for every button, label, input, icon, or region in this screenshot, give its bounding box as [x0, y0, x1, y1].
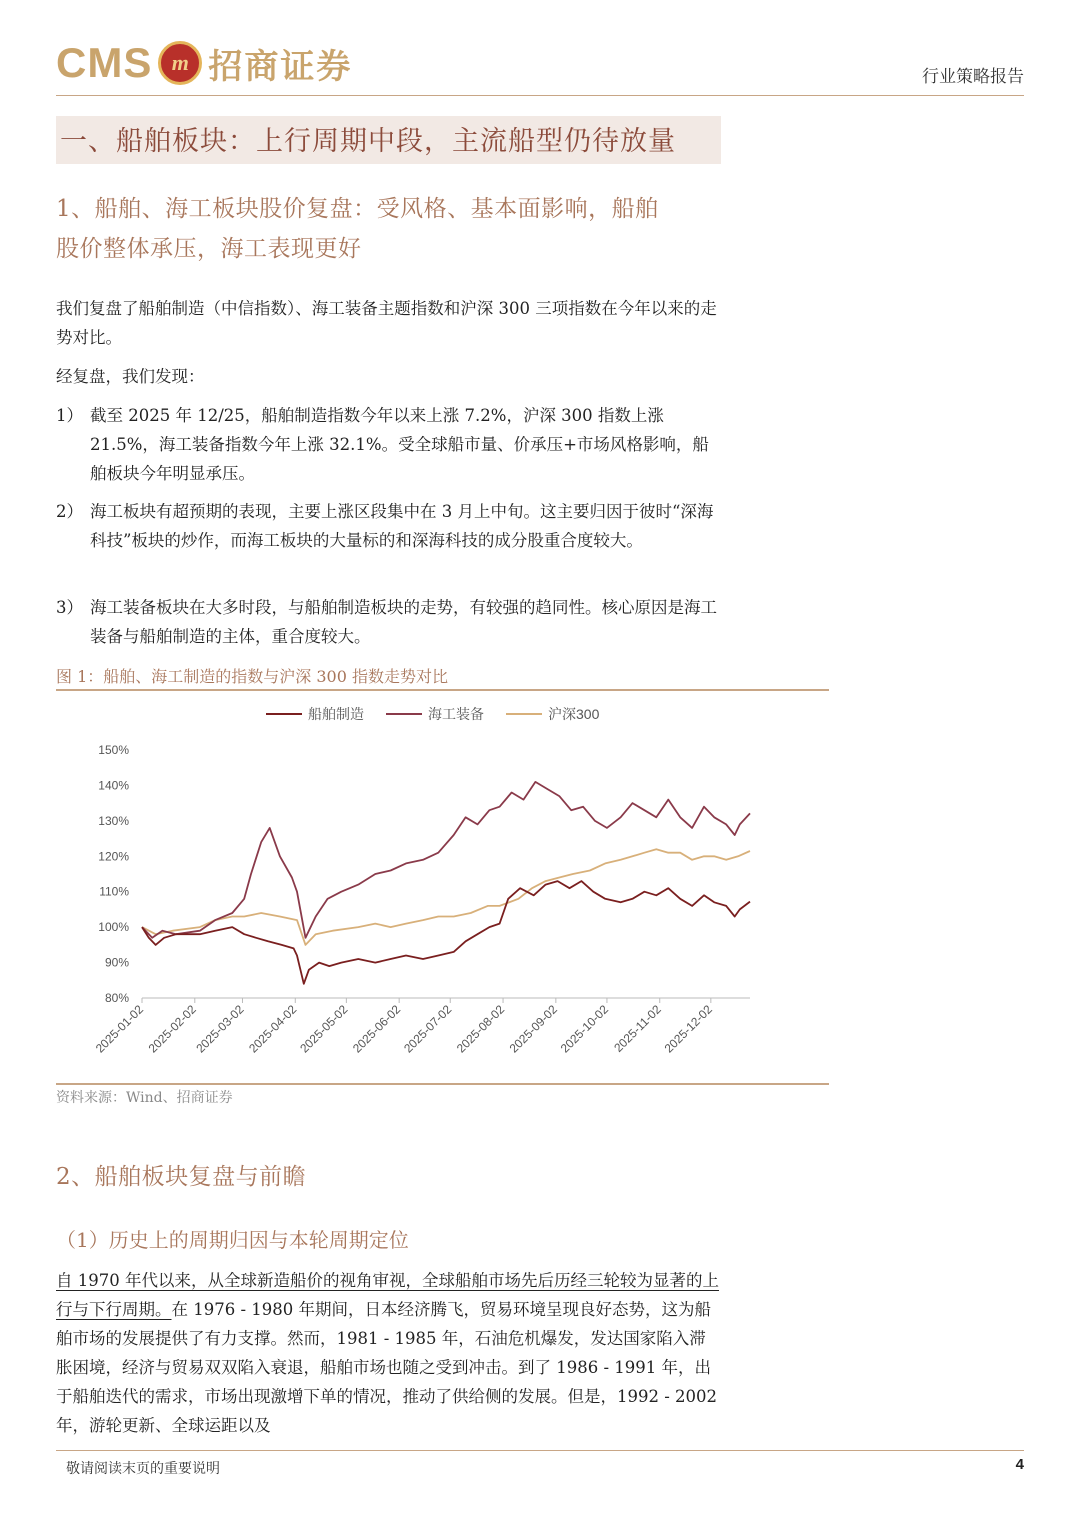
finding-item-1	[56, 401, 721, 488]
finding-text: 截至 2025 年 12/25，船舶制造指数今年以来上涨 7.2%，沪深 300 指数上涨 21.5%，海工装备指数今年上涨 32.1%。受全球船市量、价承压+市场风格影响，船舶板块今年明显承压。	[90, 406, 709, 483]
y-tick-label: 90%	[104, 955, 129, 970]
y-tick-label: 140%	[98, 778, 129, 793]
section2-subtitle: （1）历史上的周期归因与本轮周期定位	[56, 1228, 409, 1252]
legend-label-1: 船舶制造	[308, 706, 364, 722]
figure-bottom-rule	[56, 1083, 829, 1085]
finding-text: 海工装备板块在大多时段，与船舶制造板块的走势，有较强的趋同性。核心原因是海工装备与船舶制造的主体，重合度较大。	[90, 598, 717, 646]
index-trend-chart	[56, 696, 829, 1080]
x-tick-label: 2025-12-02	[661, 1002, 715, 1056]
logo-mark-icon: m	[158, 41, 202, 85]
y-tick-label: 130%	[98, 813, 129, 828]
section2-title: 2、船舶板块复盘与前瞻	[56, 1164, 307, 1190]
x-tick-label: 2025-07-02	[401, 1002, 455, 1056]
legend-label-2: 海工装备	[428, 706, 484, 722]
y-tick-label: 120%	[98, 849, 129, 864]
logo-chinese: 招商证券	[208, 46, 353, 87]
header-divider	[56, 95, 1024, 96]
y-tick-label: 150%	[98, 743, 129, 757]
x-tick-label: 2025-04-02	[246, 1002, 300, 1056]
lead-paragraph: 经复盘，我们发现：	[56, 367, 205, 386]
figure-top-rule	[56, 689, 829, 691]
x-tick-label: 2025-08-02	[453, 1002, 508, 1056]
x-tick-label: 2025-09-02	[506, 1002, 560, 1056]
history-paragraph	[56, 1266, 721, 1440]
finding-number: 2）	[56, 502, 83, 521]
x-tick-label: 2025-03-02	[193, 1002, 247, 1056]
section-title: 一、船舶板块：上行周期中段，主流船型仍待放量	[60, 126, 676, 157]
x-tick-label: 2025-01-02	[92, 1002, 147, 1056]
history-key-sentence: 自 1970 年代以来，从全球新造船价的视角审视，全球船舶市场先后历经三轮较为显著的上行与下行周期。	[56, 1271, 719, 1319]
cms-logo	[56, 38, 352, 88]
footer-note: 敬请阅读末页的重要说明	[66, 1461, 220, 1477]
intro-paragraph: 我们复盘了船舶制造（中信指数）、海工装备主题指数和沪深 300 三项指数在今年以来的走势对比。	[56, 299, 717, 347]
figure-source: 资料来源：Wind、招商证券	[56, 1090, 233, 1106]
finding-number: 1）	[56, 406, 83, 425]
footer-divider	[56, 1450, 1024, 1451]
finding-item-2	[56, 497, 721, 555]
series-line-3	[142, 849, 750, 945]
y-tick-label: 80%	[104, 991, 129, 1005]
subsection-title-line1: 1、船舶、海工板块股价复盘：受风格、基本面影响，船舶	[56, 196, 659, 222]
x-tick-label: 2025-06-02	[349, 1002, 404, 1056]
report-type: 行业策略报告	[922, 67, 1024, 87]
x-tick-label: 2025-05-02	[297, 1002, 351, 1056]
page-number: 4	[1015, 1456, 1024, 1473]
x-tick-label: 2025-11-02	[611, 1002, 664, 1055]
subsection-title-line2: 股价整体承压，海工表现更好	[56, 236, 362, 262]
x-tick-label: 2025-10-02	[557, 1002, 612, 1056]
logo-latin: CMS	[56, 39, 153, 86]
y-tick-label: 110%	[99, 884, 129, 899]
figure-title: 图 1：船舶、海工制造的指数与沪深 300 指数走势对比	[56, 667, 448, 686]
finding-text: 海工板块有超预期的表现，主要上涨区段集中在 3 月上中旬。这主要归因于彼时“深海科技”板块的炒作，而海工板块的大量标的和深海科技的成分股重合度较大。	[90, 502, 714, 550]
x-tick-label: 2025-02-02	[145, 1002, 199, 1056]
history-detail: 在 1976 - 1980 年期间，日本经济腾飞，贸易环境呈现良好态势，这为船舶市场的发展提供了有力支撑。然而，1981 - 1985 年，石油危机爆发，发达国家陷入滞胀困境，经济与贸易双双陷入衰退，船舶市场也随之受到冲击。到了 1986 - 1991 年，出于船舶迭代的需求，市场出现激增下单的情况，推动了供给侧的发展。但是，1992 - 2002 年，游轮更新、全球运距以及	[56, 1300, 718, 1435]
finding-number: 3）	[56, 598, 83, 617]
finding-item-3	[56, 593, 721, 651]
series-line-2	[142, 782, 750, 938]
legend-label-3: 沪深300	[548, 706, 600, 722]
y-tick-label: 100%	[98, 920, 129, 935]
series-line-1	[142, 881, 750, 984]
